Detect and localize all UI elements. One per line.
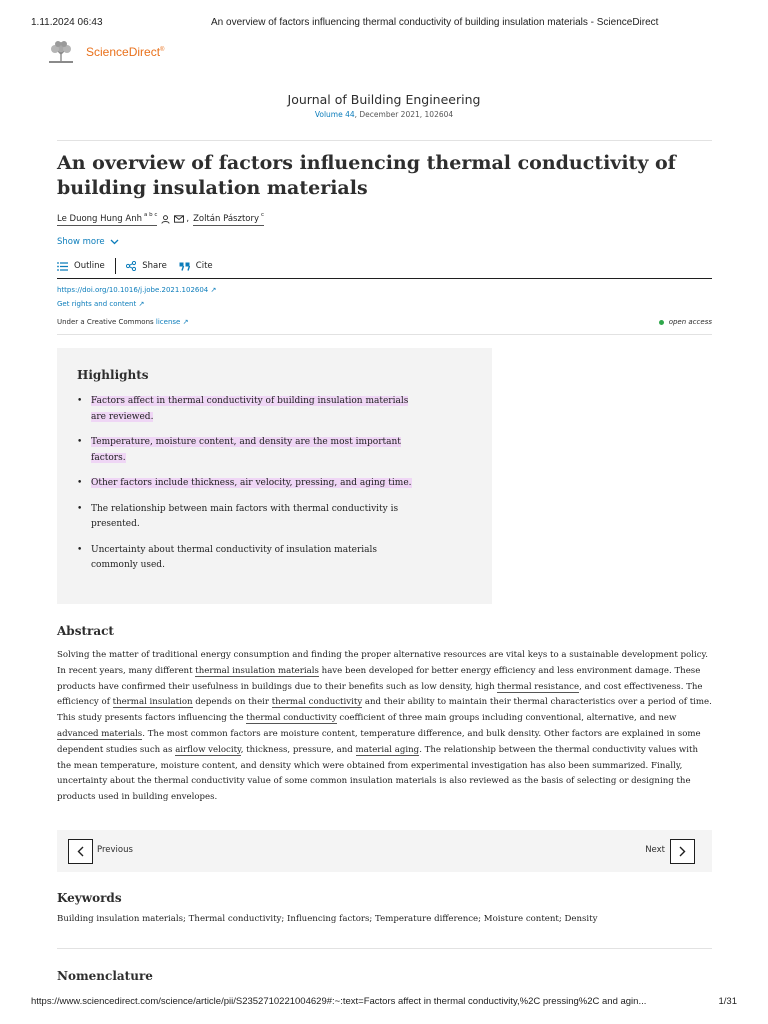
open-access-badge: open access	[659, 318, 712, 326]
email-icon[interactable]	[174, 215, 184, 223]
author-link[interactable]: Le Duong Hung Anh $^{a b c}$	[57, 212, 158, 224]
divider	[57, 948, 712, 949]
nomenclature-title: Nomenclature	[57, 969, 153, 983]
article-toolbar	[57, 258, 712, 279]
cite-button[interactable]: Cite	[179, 257, 213, 275]
divider	[57, 140, 712, 141]
external-link-icon: ↗	[210, 286, 217, 294]
topic-link[interactable]: airflow velocity	[175, 744, 241, 755]
license-link[interactable]: license ↗	[155, 318, 189, 326]
highlight-item: • Factors affect in thermal conductivity of building insulation materials are reviewed.	[77, 394, 417, 425]
chevron-right-icon	[679, 846, 686, 857]
highlight-item: • Temperature, moisture content, and density are the most important factors.	[77, 435, 417, 466]
author-link[interactable]: Zoltán Pásztory $^c$	[193, 212, 265, 224]
keywords-list: Building insulation materials; Thermal conductivity; Influencing factors; Temperature difference; Moisture content; Density	[57, 914, 598, 924]
highlights-box	[57, 348, 492, 604]
open-access-dot-icon	[659, 320, 664, 325]
topic-link[interactable]: thermal insulation materials	[195, 665, 319, 676]
print-page-number: 1/31	[718, 996, 737, 1007]
external-link-icon: ↗	[138, 300, 145, 308]
topic-link[interactable]: material aging	[355, 744, 420, 755]
volume-line: Volume 44, December 2021, 102604	[314, 110, 454, 119]
previous-button[interactable]	[68, 839, 93, 864]
rights-link[interactable]: Get rights and content ↗	[57, 300, 145, 308]
creative-commons-line: Under a Creative Commons license ↗	[57, 318, 189, 326]
topic-link[interactable]: thermal conductivity	[271, 697, 363, 708]
print-url: https://www.sciencedirect.com/science/article/pii/S2352710221004629#:~:text=Factors affect in thermal conductivity,%2C pressing%2C and agin...	[31, 996, 647, 1007]
print-doc-title: An overview of factors influencing thermal conductivity of building insulation materials - ScienceDirect	[211, 17, 659, 28]
topic-link[interactable]: thermal resistance	[497, 681, 580, 692]
topic-link[interactable]: thermal insulation	[112, 697, 193, 708]
highlight-item: • The relationship between main factors with thermal conductivity is presented.	[77, 502, 417, 533]
topic-link[interactable]: thermal conductivity	[246, 713, 337, 724]
highlight-item: • Uncertainty about thermal conductivity of insulation materials commonly used.	[77, 543, 417, 574]
brand-name: ScienceDirect®	[86, 45, 165, 59]
journal-title[interactable]: Journal of Building Engineering	[287, 92, 481, 107]
article-title: An overview of factors influencing thermal conductivity of building insulation materials	[57, 152, 676, 199]
topic-link[interactable]: advanced materials	[57, 728, 143, 739]
abstract-text: Solving the matter of traditional energy consumption and finding the proper alternative resources are vital keys to a sustainable development policy. In recent years, many different thermal insulation materials have been developed for better energy efficiency and less environment damage. These products have confirmed their usefulness in buildings due to their benefits such as low density, high thermal resistance, and cost effectiveness. The efficiency of thermal insulation depends on their thermal conductivity and their ability to maintain their thermal characteristics over a period of time. This study presents factors influencing the thermal conductivity coefficient of three main groups including conventional, alternative, and new advanced materials. The most common factors are moisture content, temperature difference, and bulk density. Other factors are explained in some dependent studies such as airflow velocity, thickness, pressure, and material aging. The relationship between the thermal conductivity values with the mean temperature, moisture content, and density which were obtained from experimental investigation has also been summarized. Finally, uncertainty about the thermal conductivity value of some common insulation materials is also reviewed as the basis of selecting or designing the products used in building envelopes.	[57, 650, 712, 803]
keywords-title: Keywords	[57, 891, 122, 905]
highlights-list	[77, 394, 472, 574]
show-more-button[interactable]: Show more	[57, 237, 119, 247]
sciencedirect-logo[interactable]	[47, 40, 164, 64]
list-icon	[57, 262, 68, 271]
next-button[interactable]	[670, 839, 695, 864]
abstract-title: Abstract	[57, 624, 114, 638]
print-datetime: 1.11.2024 06:43	[31, 17, 103, 28]
external-link-icon: ↗	[182, 318, 189, 326]
person-icon[interactable]	[161, 215, 170, 224]
author-separator: ,	[186, 214, 190, 224]
share-button[interactable]: Share	[126, 257, 167, 275]
doi-link[interactable]: https://doi.org/10.1016/j.jobe.2021.102604 ↗	[57, 286, 217, 294]
previous-label[interactable]: Previous	[97, 845, 133, 855]
author-list	[57, 212, 264, 226]
chevron-down-icon	[110, 239, 119, 245]
toolbar-separator	[115, 258, 117, 274]
volume-link[interactable]: Volume 44	[314, 110, 355, 119]
article-nav	[57, 830, 712, 872]
share-icon	[126, 261, 136, 271]
outline-button[interactable]: Outline	[57, 257, 105, 275]
chevron-left-icon	[77, 846, 84, 857]
divider	[57, 334, 712, 335]
next-label[interactable]: Next	[645, 845, 665, 855]
elsevier-tree-icon	[47, 40, 75, 64]
highlights-title: Highlights	[77, 368, 149, 382]
highlight-item: • Other factors include thickness, air velocity, pressing, and aging time.	[77, 476, 417, 492]
quote-icon	[179, 262, 190, 271]
